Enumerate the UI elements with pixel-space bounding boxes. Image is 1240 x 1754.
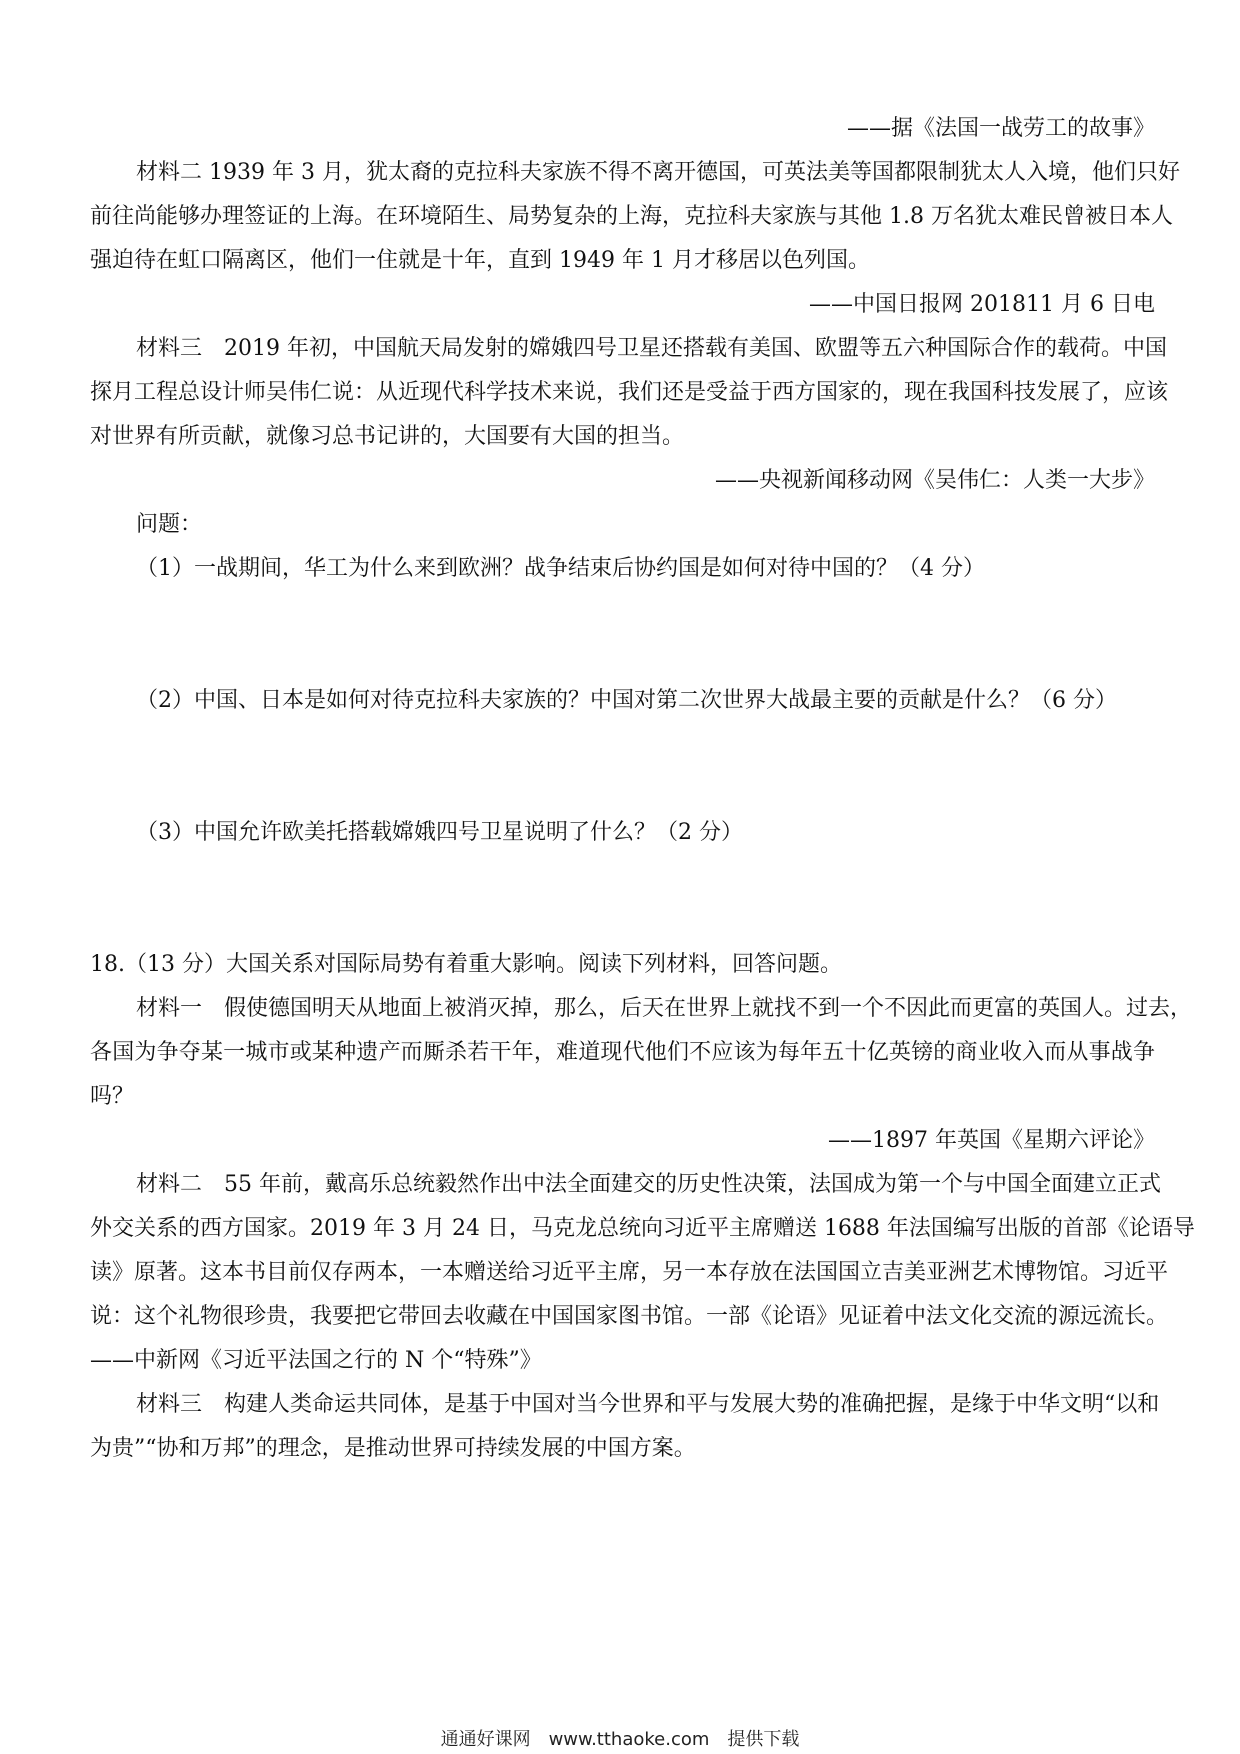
q18-material-2-line: 外交关系的西方国家。2019 年 3 月 24 日，马克龙总统向习近平主席赠送 1688 年法国编写出版的首部《论语导 <box>90 1216 1195 1241</box>
q18-material-1-line: 吗？ <box>90 1084 135 1109</box>
q18-material-3-line: 材料三 构建人类命运共同体，是基于中国对当今世界和平与发展大势的准确把握，是缘于中华文明“以和 <box>136 1392 1160 1417</box>
material-3-line: 探月工程总设计师吴伟仁说：从近现代科学技术来说，我们还是受益于西方国家的，现在我国科技发展了，应该 <box>90 380 1169 405</box>
questions-heading: 问题： <box>136 512 203 537</box>
q18-material-1-source: ——1897 年英国《星期六评论》 <box>828 1128 1155 1153</box>
q18-material-3-line: 为贵”“协和万邦”的理念，是推动世界可持续发展的中国方案。 <box>90 1436 696 1461</box>
question-18-intro: 18.（13 分）大国关系对国际局势有着重大影响。阅读下列材料，回答问题。 <box>90 952 842 977</box>
material-3-line: 材料三 2019 年初，中国航天局发射的嫦娥四号卫星还搭载有美国、欧盟等五六种国际合作的载荷。中国 <box>136 336 1167 361</box>
q18-material-1-line: 材料一 假使德国明天从地面上被消灭掉，那么，后天在世界上就找不到一个不因此而更富的英国人。过去， <box>136 996 1193 1021</box>
question-1: （1）一战期间，华工为什么来到欧洲？战争结束后协约国是如何对待中国的？（4 分） <box>136 556 985 581</box>
material-2-line: 强迫待在虹口隔离区，他们一住就是十年，直到 1949 年 1 月才移居以色列国。 <box>90 248 870 273</box>
material-3-source: ——央视新闻移动网《吴伟仁：人类一大步》 <box>714 468 1155 493</box>
material-2-line: 前往尚能够办理签证的上海。在环境陌生、局势复杂的上海，克拉科夫家族与其他 1.8 万名犹太难民曾被日本人 <box>90 204 1173 229</box>
material-2-line: 材料二 1939 年 3 月，犹太裔的克拉科夫家族不得不离开德国，可英法美等国都限制犹太人入境，他们只好 <box>136 160 1180 185</box>
material-1-source: ——据《法国一战劳工的故事》 <box>846 116 1155 141</box>
q18-material-1-line: 各国为争夺某一城市或某种遗产而厮杀若干年，难道现代他们不应该为每年五十亿英镑的商业收入而从事战争 <box>90 1040 1155 1065</box>
q18-material-2-line: 说：这个礼物很珍贵，我要把它带回去收藏在中国国家图书馆。一部《论语》见证着中法文化交流的源远流长。 <box>90 1304 1169 1329</box>
question-3: （3）中国允许欧美托搭载嫦娥四号卫星说明了什么？（2 分） <box>136 820 743 845</box>
q18-material-2-line: 材料二 55 年前，戴高乐总统毅然作出中法全面建交的历史性决策，法国成为第一个与中国全面建立正式 <box>136 1172 1161 1197</box>
material-2-source: ——中国日报网 201811 月 6 日电 <box>809 292 1155 317</box>
page-footer: 通通好课网 www.tthaoke.com 提供下载 <box>440 1729 800 1750</box>
material-3-line: 对世界有所贡献，就像习总书记讲的，大国要有大国的担当。 <box>90 424 685 449</box>
q18-material-2-line: 读》原著。这本书目前仅存两本，一本赠送给习近平主席，另一本存放在法国国立吉美亚洲艺术博物馆。习近平 <box>90 1260 1169 1285</box>
q18-material-2-source: ——中新网《习近平法国之行的 N 个“特殊”》 <box>90 1348 542 1373</box>
question-2: （2）中国、日本是如何对待克拉科夫家族的？中国对第二次世界大战最主要的贡献是什么？（6 分） <box>136 688 1117 713</box>
